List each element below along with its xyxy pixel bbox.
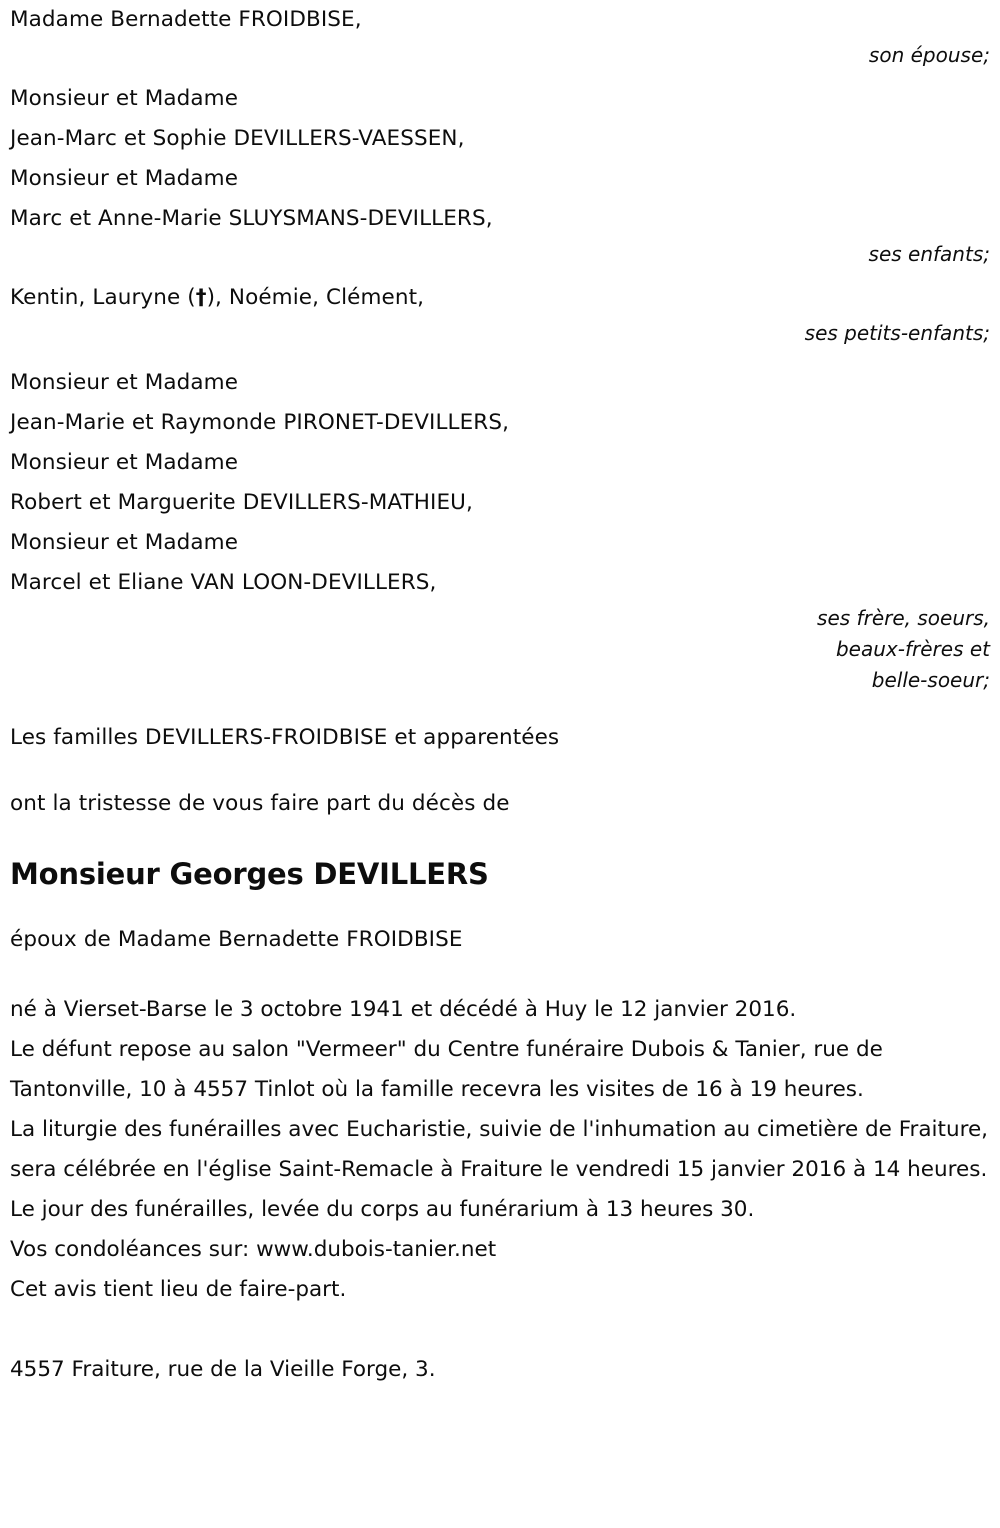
spacer bbox=[10, 71, 990, 79]
grandchildren-names bbox=[10, 278, 990, 318]
relation-label-siblings: ses frère, soeurs, bbox=[817, 606, 990, 630]
siblings-name-line: Robert et Marguerite DEVILLERS-MATHIEU, bbox=[10, 490, 473, 515]
spacer bbox=[10, 824, 990, 854]
children-block bbox=[10, 79, 990, 270]
condolences-line: Vos condoléances sur: www.dubois-tanier.net bbox=[10, 1237, 497, 1262]
siblings-block bbox=[10, 363, 990, 696]
spacer bbox=[10, 696, 990, 718]
liturgy-paragraph: La liturgie des funérailles avec Eucharistie, suivie de l'inhumation au cimetière de Fraiture, sera célébrée en l'église Saint-Remacle à Fraiture le vendredi 15 janvier 2016 à 14 heures. bbox=[10, 1117, 989, 1182]
siblings-name-line: Monsieur et Madame bbox=[10, 530, 239, 555]
children-name-line: Monsieur et Madame bbox=[10, 166, 239, 191]
spacer bbox=[10, 1310, 990, 1350]
spacer bbox=[10, 894, 990, 920]
dagger-icon: † bbox=[195, 285, 207, 310]
address-line: 4557 Fraiture, rue de la Vieille Forge, 3. bbox=[10, 1357, 436, 1382]
children-name-line: Marc et Anne-Marie SLUYSMANS-DEVILLERS, bbox=[10, 206, 493, 231]
relation-label-grandchildren: ses petits-enfants; bbox=[804, 321, 990, 345]
spacer bbox=[10, 349, 990, 363]
grandchildren-suffix: ), Noémie, Clément, bbox=[206, 285, 425, 310]
birth-death-line: né à Vierset-Barse le 3 octobre 1941 et décédé à Huy le 12 janvier 2016. bbox=[10, 997, 797, 1022]
siblings-name-line: Monsieur et Madame bbox=[10, 450, 239, 475]
grandchildren-prefix: Kentin, Lauryne ( bbox=[10, 285, 196, 310]
repose-paragraph: Le défunt repose au salon "Vermeer" du Centre funéraire Dubois & Tanier, rue de Tantonville, 10 à 4557 Tinlot où la famille recevra les visites de 16 à 19 heures. bbox=[10, 1037, 883, 1102]
announcement-intro: ont la tristesse de vous faire part du décès de bbox=[10, 791, 510, 816]
spacer bbox=[10, 758, 990, 784]
relation-label-siblings: belle-soeur; bbox=[871, 668, 990, 692]
levee-line: Le jour des funérailles, levée du corps au funérarium à 13 heures 30. bbox=[10, 1197, 755, 1222]
families-line: Les familles DEVILLERS-FROIDBISE et apparentées bbox=[10, 725, 560, 750]
relation-label-children: ses enfants; bbox=[868, 242, 990, 266]
grandchildren-block bbox=[10, 278, 990, 349]
spouse-of-line: époux de Madame Bernadette FROIDBISE bbox=[10, 927, 463, 952]
children-name-line: Monsieur et Madame bbox=[10, 86, 239, 111]
children-name-line: Jean-Marc et Sophie DEVILLERS-VAESSEN, bbox=[10, 126, 465, 151]
spouse-name: Madame Bernadette FROIDBISE, bbox=[10, 7, 362, 32]
siblings-name-line: Marcel et Eliane VAN LOON-DEVILLERS, bbox=[10, 570, 437, 595]
deceased-name: Monsieur Georges DEVILLERS bbox=[10, 857, 489, 891]
spouse-block bbox=[10, 0, 990, 71]
spacer bbox=[10, 270, 990, 278]
siblings-name-line: Monsieur et Madame bbox=[10, 370, 239, 395]
spacer bbox=[10, 960, 990, 990]
relation-label-spouse: son épouse; bbox=[868, 43, 990, 67]
siblings-name-line: Jean-Marie et Raymonde PIRONET-DEVILLERS, bbox=[10, 410, 510, 435]
notice-line: Cet avis tient lieu de faire-part. bbox=[10, 1277, 347, 1302]
relation-label-siblings: beaux-frères et bbox=[835, 637, 990, 661]
